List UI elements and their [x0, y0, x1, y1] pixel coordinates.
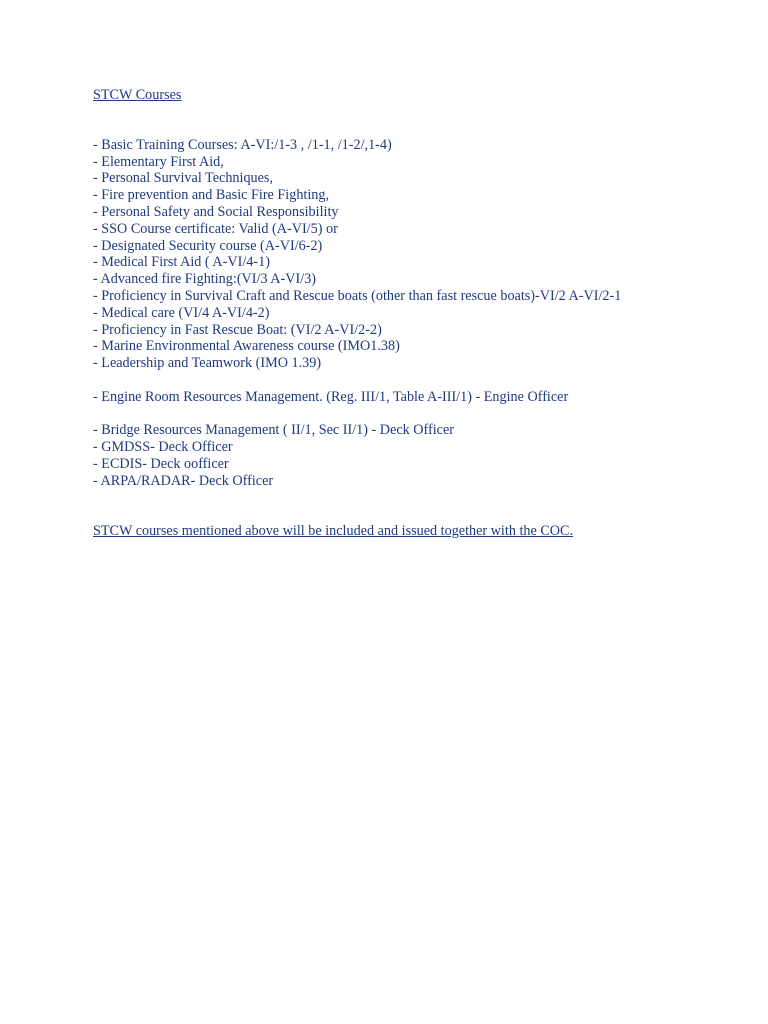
course-line: - GMDSS- Deck Officer: [93, 439, 233, 456]
course-line: - ECDIS- Deck oofficer: [93, 455, 229, 472]
course-line: - Advanced fire Fighting:(VI/3 A-VI/3): [93, 271, 317, 288]
course-group-engine: [93, 389, 753, 406]
course-group-deck: [93, 422, 753, 489]
course-line: - Proficiency in Fast Rescue Boat: (VI/2 A-VI/2-2): [93, 321, 382, 338]
course-line: - Medical First Aid ( A-VI/4-1): [93, 254, 270, 271]
course-line: - Personal Survival Techniques,: [93, 170, 273, 187]
course-line: - Proficiency in Survival Craft and Rescue boats (other than fast rescue boats)-VI/2 A-VI/2-1: [93, 287, 622, 304]
course-line: - Designated Security course (A-VI/6-2): [93, 237, 323, 254]
course-line: - SSO Course certificate: Valid (A-VI/5) or: [93, 220, 338, 237]
course-line: - Bridge Resources Management ( II/1, Sec II/1) - Deck Officer: [93, 422, 454, 439]
course-line: - Medical care (VI/4 A-VI/4-2): [93, 304, 270, 321]
course-group-general: [93, 137, 753, 372]
footer-note: STCW courses mentioned above will be included and issued together with the COC.: [93, 522, 574, 539]
course-line: - Leadership and Teamwork (IMO 1.39): [93, 355, 322, 372]
course-line: - Fire prevention and Basic Fire Fighting,: [93, 187, 330, 204]
course-line: - ARPA/RADAR- Deck Officer: [93, 472, 274, 489]
document-heading: STCW Courses: [93, 87, 182, 103]
course-line: - Basic Training Courses: A-VI:/1-3 , /1-1, /1-2/,1-4): [93, 136, 392, 153]
course-line: - Personal Safety and Social Responsibility: [93, 203, 339, 220]
document-content: [93, 87, 753, 539]
course-line: - Marine Environmental Awareness course (IMO1.38): [93, 338, 400, 355]
course-line: - Elementary First Aid,: [93, 153, 224, 170]
course-line: - Engine Room Resources Management. (Reg. III/1, Table A-III/1) - Engine Officer: [93, 388, 569, 405]
